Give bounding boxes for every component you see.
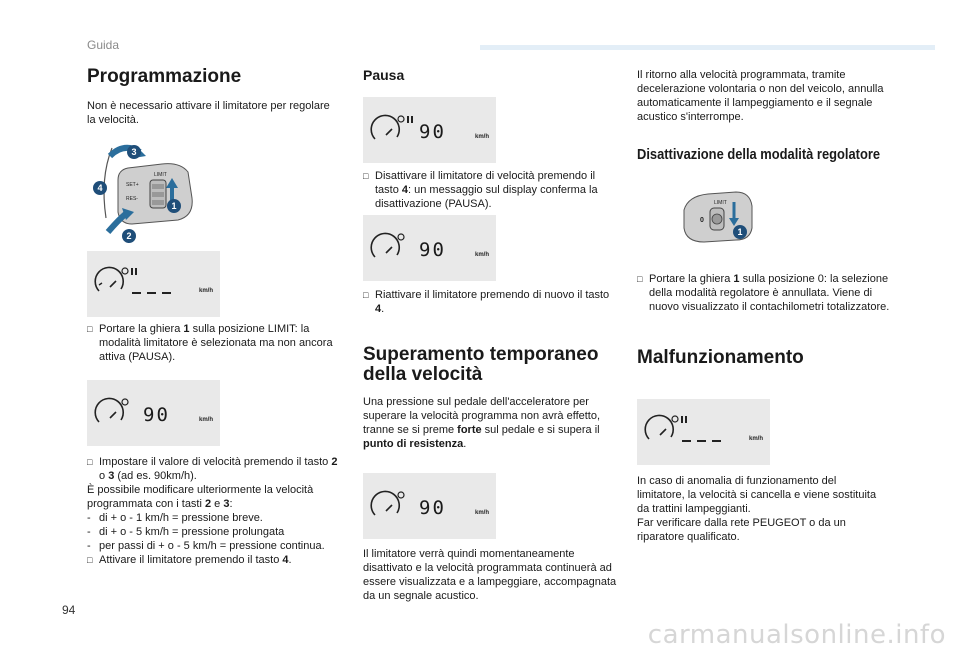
title-disattivazione: Disattivazione della modalità regolatore — [637, 146, 881, 163]
bullet-marker: □ — [363, 171, 369, 181]
display-90-c — [363, 473, 496, 539]
column-1 — [87, 66, 337, 127]
unit-label: km/h — [749, 436, 764, 442]
svg-text:2: 2 — [126, 231, 132, 241]
display-pause-dashes — [87, 251, 220, 317]
unit-label: km/h — [199, 288, 214, 294]
title-malfunzionamento: Malfunzionamento — [637, 347, 804, 368]
bullet-marker: □ — [87, 457, 93, 467]
svg-text:3: 3 — [131, 147, 137, 157]
res-label: RES- — [126, 196, 138, 202]
bullet-marker: □ — [87, 324, 93, 334]
bullet-marker: □ — [637, 274, 643, 284]
return-text: Il ritorno alla velocità programmata, tramite decelerazione volontaria o non del veicolo, annulla automaticamente il lampeggiamento e il segnale acustico s'interrompe. — [637, 69, 884, 123]
speed-value: 90 — [419, 497, 446, 519]
unit-label: km/h — [199, 417, 214, 423]
deact-heading-wrap — [637, 148, 897, 162]
page-number: 94 — [62, 603, 76, 617]
svg-text:1: 1 — [737, 227, 743, 237]
unit-label: km/h — [475, 510, 490, 516]
section-tab: Guida — [87, 38, 120, 52]
malf-heading-wrap — [637, 347, 892, 369]
pausa-heading-wrap — [363, 68, 613, 82]
set-label: SET+ — [126, 182, 139, 188]
zero-label: 0 — [700, 217, 704, 224]
speed-value: 90 — [143, 404, 170, 426]
adjust-paragraph: È possibile modificare ulteriormente la velocità programmata con i tasti 2 e 3: — [87, 484, 314, 510]
superamento-block — [363, 345, 618, 451]
limiter-text: Il limitatore verrà quindi momentaneamente disattivato e la velocità programmata continuerà ad essere visualizzata e a lampeggiare, accompagnata da un segnale acustico. — [363, 548, 617, 602]
bullet-reactivate: □ Riattivare il limitatore premendo di nuovo il tasto 4. — [363, 289, 610, 315]
limit-label: LIMIT — [154, 172, 167, 178]
unit-label: km/h — [475, 252, 490, 258]
dash-item: - per passi di + o - 5 km/h = pressione continua. — [87, 540, 325, 552]
superamento-text: Una pressione sul pedale dell'acceleratore per superare la velocità programma non avrà effetto, tranne se si preme forte sul pedale e si supera il punto di resistenza. — [363, 396, 601, 450]
bullet-regulator-off: □ Portare la ghiera 1 sulla posizione 0: la selezione della modalità regolatore è annullata. Viene di nuovo visualizzato il contachilometri totalizzatore. — [637, 273, 890, 313]
bullet-deactivate: □ Disattivare il limitatore di velocità premendo il tasto 4: un messaggio sul display conferma la disattivazione (PAUSA). — [363, 170, 598, 210]
display-90-pause — [363, 97, 496, 163]
dash-item: - di + o - 1 km/h = pressione breve. — [87, 512, 263, 524]
watermark: carmanualsonline.info — [647, 620, 946, 650]
bullet-marker: □ — [87, 555, 93, 565]
malfunction-text: In caso di anomalia di funzionamento del limitatore, la velocità si cancella e viene sostituita da trattini lampeggianti. Far verificare dalla rete PEUGEOT o da un riparatore qualificato. — [637, 475, 877, 543]
limiter-stalk-illustration — [92, 138, 220, 246]
svg-text:4: 4 — [97, 183, 103, 193]
bullet-limit: □ Portare la ghiera 1 sulla posizione LIMIT: la modalità limitatore è selezionata ma non ancora attiva (PAUSA). — [87, 323, 333, 363]
set-speed-block: □ Impostare il valore di velocità premendo il tasto 2 o 3 (ad es. 90km/h). È possibile modificare ulteriormente la velocità programmata con i tasti 2 e 3: - di + o - 1 km/h = pressione breve. - di + o - 5 km/h = pressione prolungata - per passi di + o - 5 km/h = pressione continua. □ Attivare il limitatore premendo il tasto 4. — [87, 456, 338, 566]
svg-text:1: 1 — [171, 201, 177, 211]
bullet-marker: □ — [363, 290, 369, 300]
dash-item: - di + o - 5 km/h = pressione prolungata — [87, 526, 285, 538]
title-programmazione: Programmazione — [87, 66, 242, 87]
regulator-stalk-illustration — [678, 184, 758, 250]
display-90-b — [363, 215, 496, 281]
speedometer-icon — [87, 251, 220, 317]
speed-value: 90 — [419, 239, 446, 261]
limit-label: LIMIT — [714, 200, 727, 206]
display-malfunction-dashes — [637, 399, 770, 465]
header-bar — [480, 45, 935, 50]
display-90-a — [87, 380, 220, 446]
title-pausa: Pausa — [363, 67, 405, 83]
speed-value: 90 — [419, 121, 446, 143]
title-superamento: Superamento temporaneo della velocità — [363, 344, 599, 385]
intro-text: Non è necessario attivare il limitatore per regolare la velocità. — [87, 100, 330, 126]
unit-label: km/h — [475, 134, 490, 140]
speedometer-icon — [637, 399, 770, 465]
